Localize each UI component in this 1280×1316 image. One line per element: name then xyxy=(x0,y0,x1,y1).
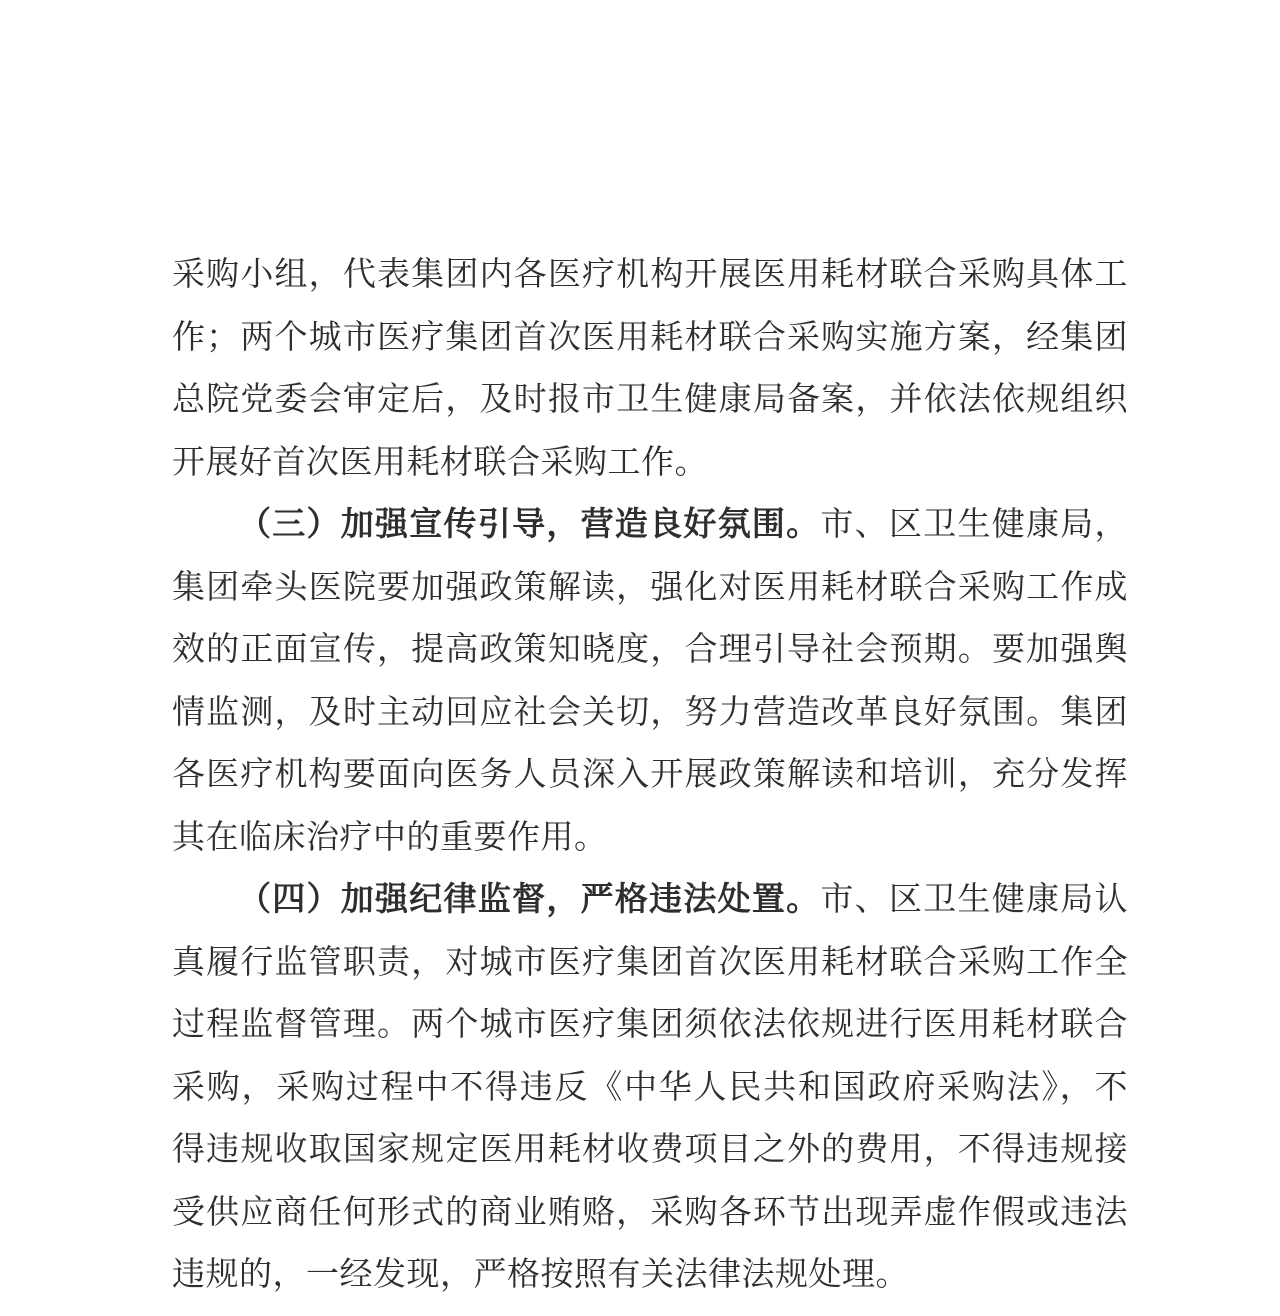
text-line xyxy=(172,744,1128,807)
text-line xyxy=(172,682,1128,745)
text-line xyxy=(172,557,1128,620)
text-line xyxy=(172,494,1128,557)
text-run: 其在临床治疗中的重要作用。 xyxy=(172,819,608,856)
text-run: 效的正面宣传，提高政策知晓度，合理引导社会预期。要加强舆 xyxy=(172,632,1128,668)
text-line xyxy=(172,1244,1128,1307)
section-heading: （四）加强纪律监督，严格违法处置。 xyxy=(238,882,821,918)
text-line xyxy=(172,932,1128,995)
text-run: 违规的，一经发现，严格按照有关法律法规处理。 xyxy=(172,1257,909,1293)
text-line xyxy=(172,994,1128,1057)
text-line xyxy=(172,369,1128,432)
text-run: 作；两个城市医疗集团首次医用耗材联合采购实施方案，经集团 xyxy=(172,319,1128,356)
text-line xyxy=(172,307,1128,370)
text-line xyxy=(172,244,1128,307)
text-run: 情监测，及时主动回应社会关切，努力营造改革良好氛围。集团 xyxy=(172,694,1128,731)
text-run: 总院党委会审定后，及时报市卫生健康局备案，并依法依规组织 xyxy=(172,382,1128,418)
section-heading: （三）加强宣传引导，营造良好氛围。 xyxy=(238,507,821,543)
document-body xyxy=(172,244,1128,1307)
text-run: 得违规收取国家规定医用耗材收费项目之外的费用，不得违规接 xyxy=(172,1132,1128,1168)
text-run: 采购，采购过程中不得违反《中华人民共和国政府采购法》，不 xyxy=(172,1069,1128,1106)
text-line xyxy=(172,1119,1128,1182)
text-run: 集团牵头医院要加强政策解读，强化对医用耗材联合采购工作成 xyxy=(172,569,1128,606)
text-run: 受供应商任何形式的商业贿赂，采购各环节出现弄虚作假或违法 xyxy=(172,1194,1128,1231)
text-run: 采购小组，代表集团内各医疗机构开展医用耗材联合采购具体工 xyxy=(172,257,1128,293)
text-run: 真履行监管职责，对城市医疗集团首次医用耗材联合采购工作全 xyxy=(172,944,1128,981)
text-line xyxy=(172,807,1128,870)
text-run: 各医疗机构要面向医务人员深入开展政策解读和培训，充分发挥 xyxy=(172,757,1128,793)
text-run: 过程监督管理。两个城市医疗集团须依法依规进行医用耗材联合 xyxy=(172,1007,1128,1043)
text-line xyxy=(172,1057,1128,1120)
text-line xyxy=(172,619,1128,682)
text-line xyxy=(172,432,1128,495)
text-run: 市、区卫生健康局认 xyxy=(820,882,1128,918)
text-run: 市、区卫生健康局， xyxy=(820,507,1128,543)
text-line xyxy=(172,1182,1128,1245)
text-line xyxy=(172,869,1128,932)
text-run: 开展好首次医用耗材联合采购工作。 xyxy=(172,444,708,481)
